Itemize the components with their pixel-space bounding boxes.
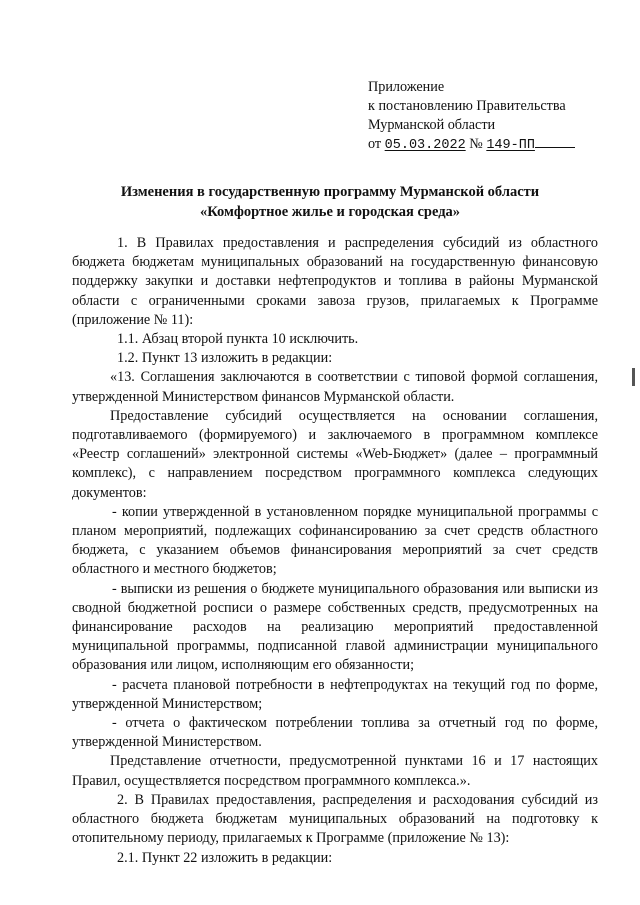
paragraph-2: 2. В Правилах предоставления, распределения и расходования субсидий из областного бюджета бюджетам муниципальных образований на подготовку к отопительному периоду, прилагаемых к Программе (приложение № 13): <box>72 791 598 847</box>
resolution-date: 05.03.2022 <box>384 138 466 153</box>
appendix-header <box>368 78 575 155</box>
list-item-3: - расчета плановой потребности в нефтепродуктах на текущий год по форме, утвержденной Министерством; <box>72 676 598 712</box>
list-item-1: - копии утвержденной в установленном порядке муниципальной программы с планом мероприятий, подлежащих софинансированию за счет средств областного бюджета, с указанием объемов финансирования мероприятий за счет средств областного и местного бюджетов; <box>72 503 598 578</box>
document-body <box>72 234 598 868</box>
number-prefix: № <box>465 136 487 152</box>
paragraph-2-1: 2.1. Пункт 22 изложить в редакции: <box>117 849 333 866</box>
paragraph-13: «13. Соглашения заключаются в соответствии с типовой формой соглашения, утвержденной Министерством финансов Мурманской области. <box>72 369 598 405</box>
scan-margin-mark <box>632 368 635 386</box>
document-title <box>60 182 600 222</box>
underline-blank <box>535 135 575 148</box>
region-name: Мурманской области <box>368 117 496 133</box>
title-line-2: «Комфортное жилье и городская среда» <box>199 204 461 220</box>
paragraph-provision: Предоставление субсидий осуществляется на основании соглашения, подготавливаемого (формируемого) и заключаемого в программном комплексе «Реестр соглашений» электронной системы «Web-Бюджет» (далее – программный комплекс), с направлением посредством программного комплекса следующих документов: <box>72 407 598 501</box>
resolution-number: 149-ПП <box>486 138 535 153</box>
date-prefix: от <box>368 136 385 152</box>
title-line-1: Изменения в государственную программу Мурманской области <box>120 184 540 200</box>
list-item-2: - выписки из решения о бюджете муниципального образования или выписки из сводной бюджетной росписи о размере собственных средств, предусмотренных на финансирование расходов на реализацию мероприятий предоставленной муниципальной программы, подписанной главой администрации муниципального образования или лицом, исполняющим его обязанности; <box>72 580 598 674</box>
paragraph-1-1: 1.1. Абзац второй пункта 10 исключить. <box>117 331 359 348</box>
paragraph-reporting: Представление отчетности, предусмотренной пунктами 16 и 17 настоящих Правил, осуществляется посредством программного комплекса.». <box>72 753 598 789</box>
paragraph-1-2: 1.2. Пункт 13 изложить в редакции: <box>117 350 333 367</box>
paragraph-1: 1. В Правилах предоставления и распределения субсидий из областного бюджета бюджетам муниципальных образований на государственную финансовую поддержку закупки и доставки нефтепродуктов и топлива в районы Мурманской области с ограниченными сроками завоза грузов, прилагаемых к Программе (приложение № 11): <box>72 235 598 328</box>
list-item-4: - отчета о фактическом потреблении топлива за отчетный год по форме, утвержденной Министерством. <box>72 715 598 751</box>
date-number-line <box>368 135 575 155</box>
resolution-reference: к постановлению Правительства <box>368 98 566 114</box>
appendix-label: Приложение <box>368 79 445 95</box>
